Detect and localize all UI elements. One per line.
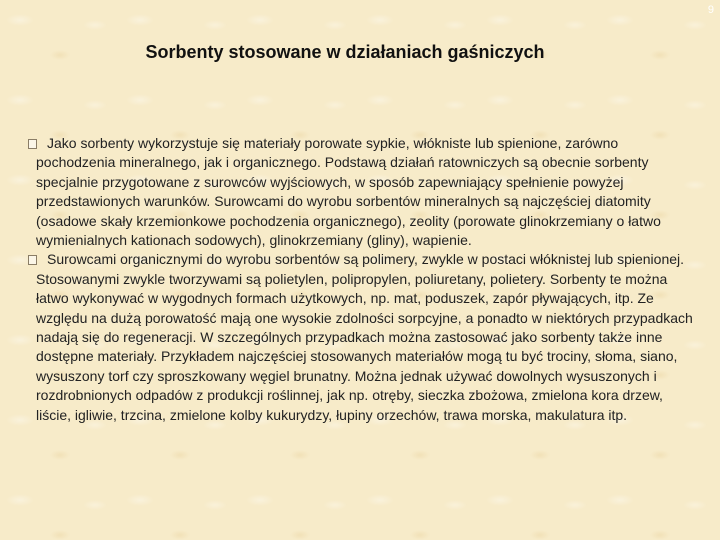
- bullet-paragraph-2: [28, 250, 698, 425]
- slide-number: 9: [707, 4, 714, 16]
- bullet-text-2: Surowcami organicznymi do wyrobu sorbentów są polimery, zwykle w postaci włóknistej lub spienionej. Stosowanymi zwykle tworzywami są polietylen, polipropylen, poliuretany, polietery. Sorbenty te można łatwo wykonywać w wygodnych formach użytkowych, np. mat, poduszek, zapór pływających, itp. Ze względu na dużą porowatość mają one wysokie zdolności sorpcyjne, a ponadto w niektórych przypadkach nadają się do regeneracji. W szczególnych przypadkach można zastosować jako sorbenty także inne dostępne materiały. Przykładem najczęściej stosowanych materiałów mogą tu być trociny, słoma, siano, wysuszony torf czy sproszkowany węgiel brunatny. Można jednak używać dowolnych wysuszonych i rozdrobnionych odpadów z produkcji roślinnej, jak np. otręby, sieczka zbożowa, zmielona kora drzew, liście, igliwie, trzcina, zmielone kolby kukurydzy, łupiny orzechów, trawa morska, makulatura itp.: [36, 251, 693, 423]
- slide-title: Sorbenty stosowane w działaniach gaśniczych: [145, 42, 545, 62]
- slide-body: [28, 134, 698, 425]
- bullet-text-1: Jako sorbenty wykorzystuje się materiały porowate sypkie, włókniste lub spienione, zarówno pochodzenia mineralnego, jak i organicznego. Podstawą działań ratowniczych są obecnie sorbenty specjalnie przygotowane z surowców wyjściowych, w sposób zapewniający spełnienie powyżej przedstawionych warunków. Surowcami do wyrobu sorbentów mineralnych są najczęściej diatomity (osadowe skały krzemionkowe pochodzenia organicznego), zeolity (porowate glinokrzemiany o łatwo wymienialnych kationach sodowych), glinokrzemiany (gliny), wapienie.: [36, 135, 661, 249]
- bullet-paragraph-1: [28, 134, 698, 250]
- square-bullet-icon: [28, 255, 37, 265]
- square-bullet-icon: [28, 139, 37, 149]
